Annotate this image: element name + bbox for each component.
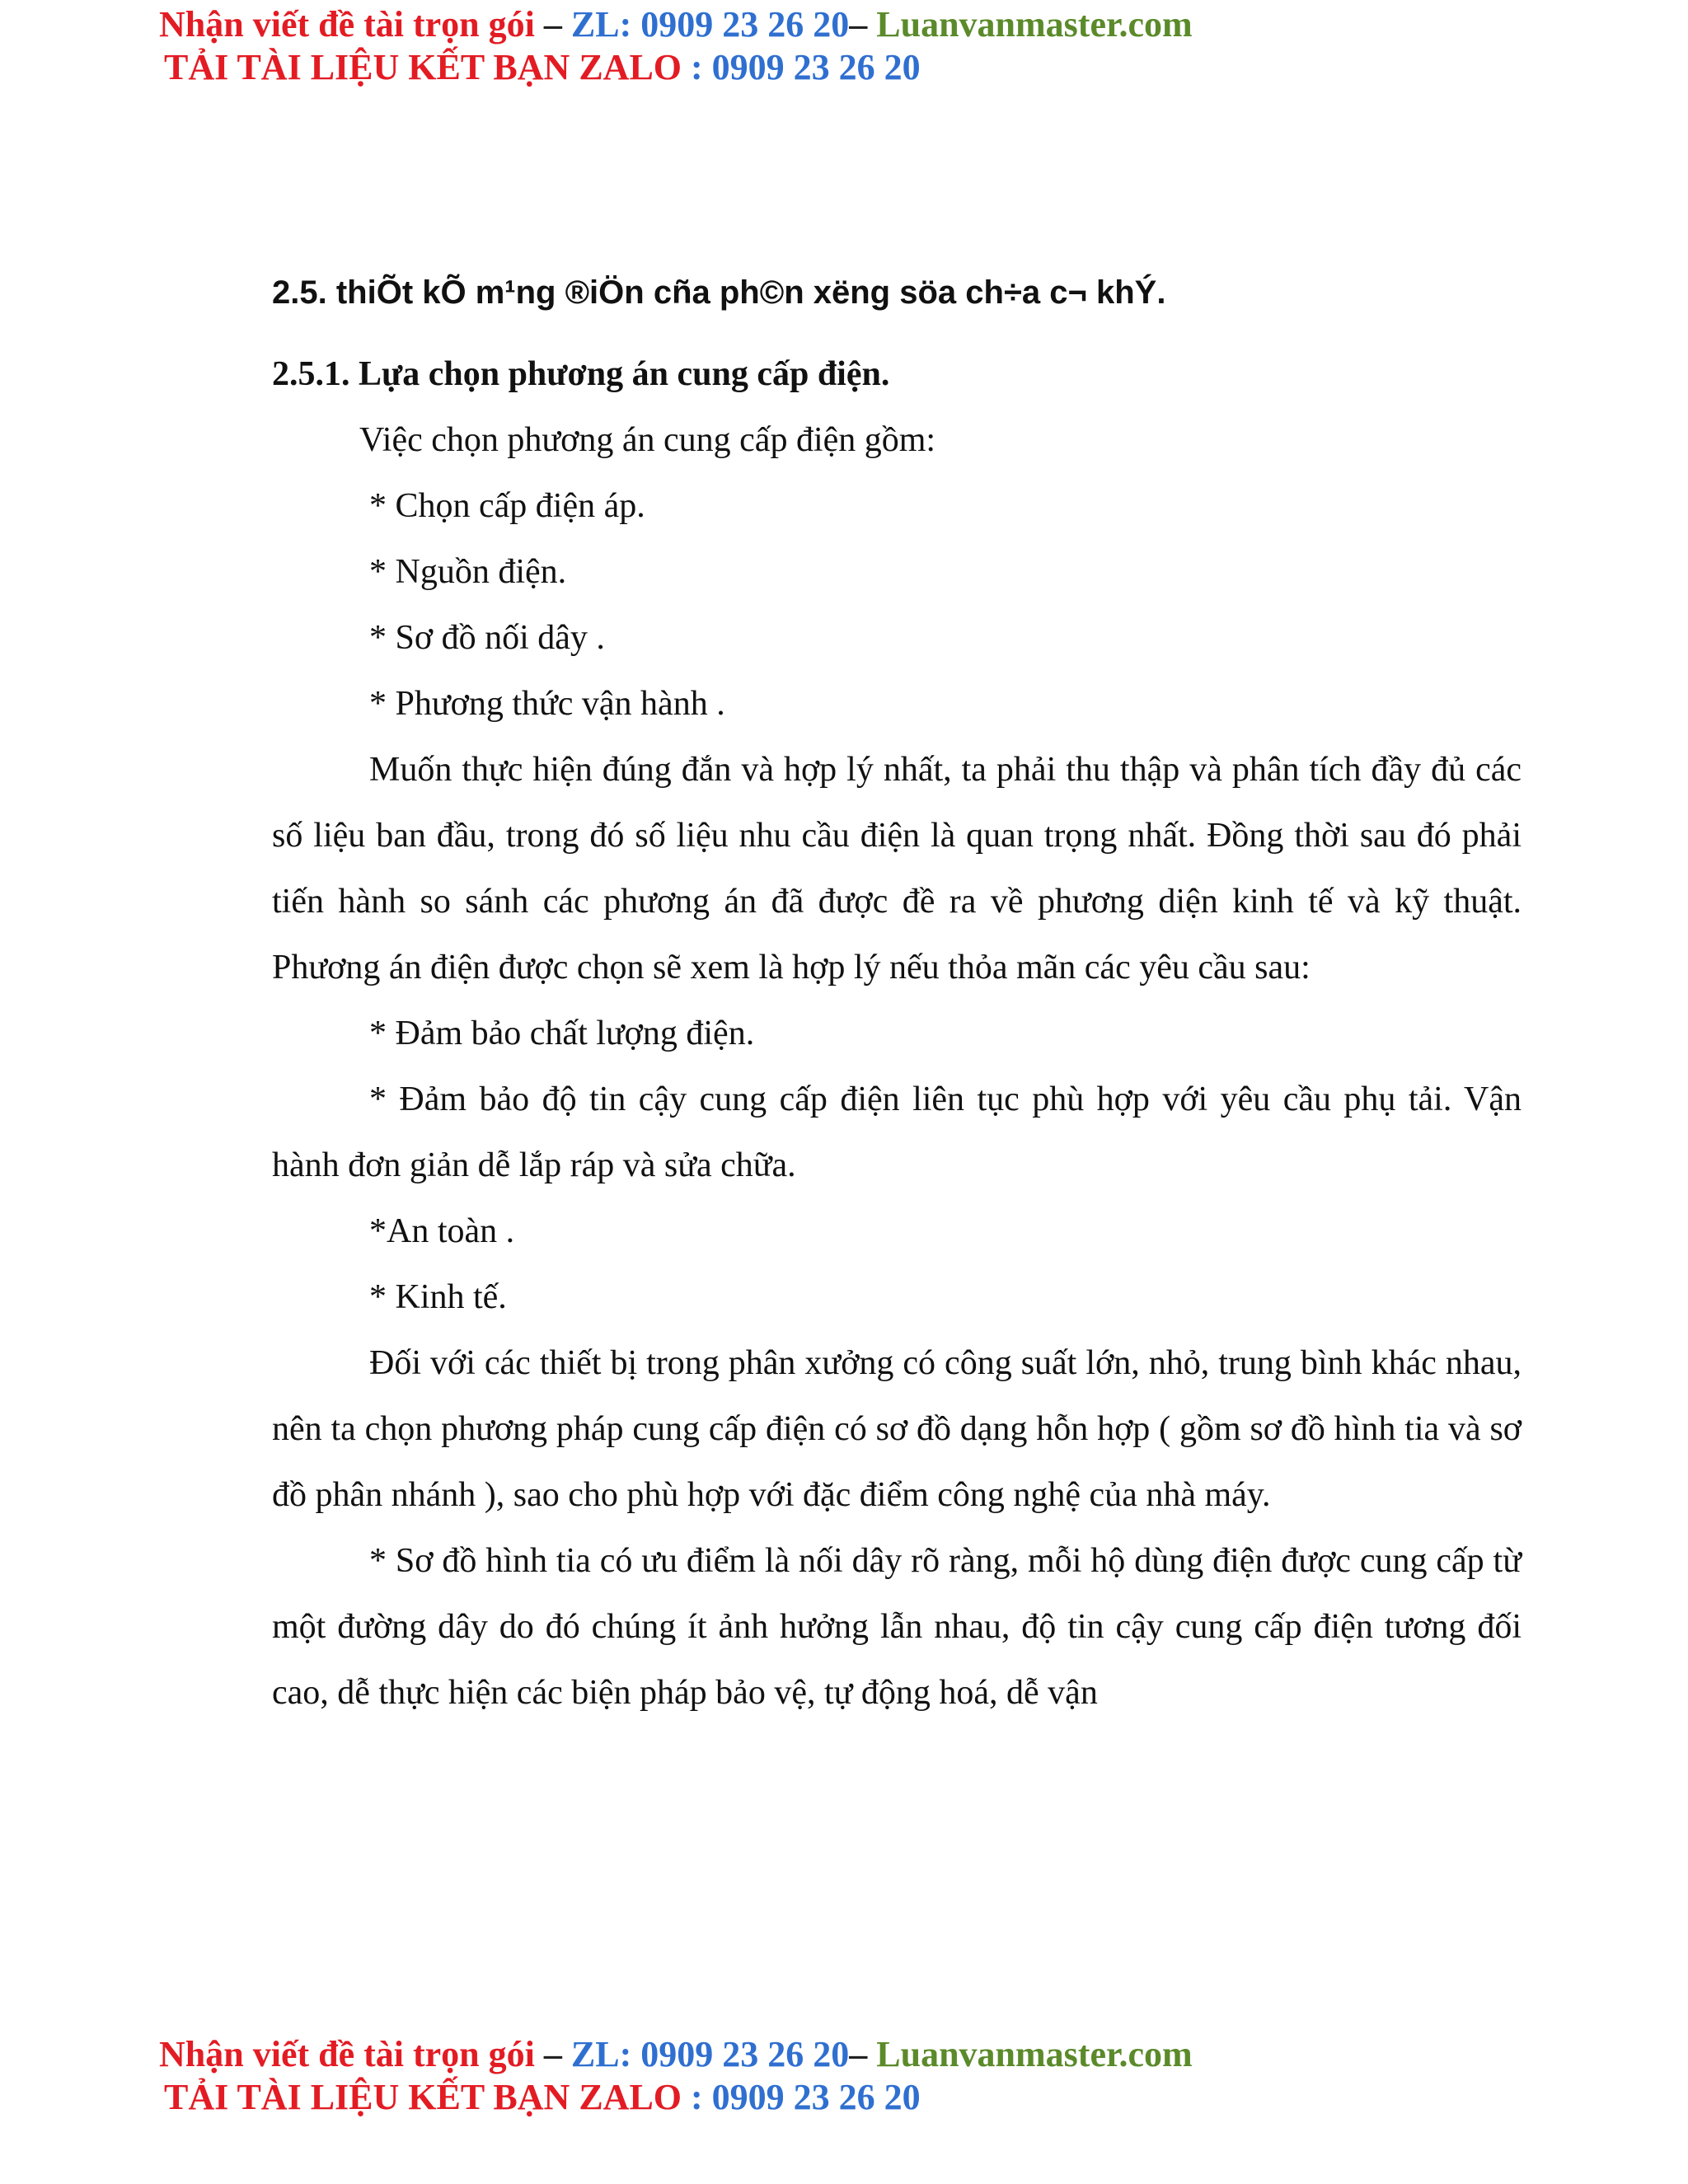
requirement-item: * Kinh tế. (369, 1278, 507, 1316)
requirement-item: * Đảm bảo chất lượng điện. (369, 1015, 755, 1052)
option-item: * Phương thức vận hành . (369, 685, 725, 723)
body-paragraph: * Sơ đồ hình tia có ưu điểm là nối dây rõ ràng, mỗi hộ dùng điện được cung cấp từ một đường dây do đó chúng ít ảnh hưởng lẫn nhau, độ tin cậy cung cấp điện tương đối cao, dễ thực hiện các biện pháp bảo vệ, tự động hoá, dễ vận (272, 1542, 1522, 1712)
banner-download-text: TẢI TÀI LIỆU KẾT BẠN ZALO (164, 47, 682, 87)
banner-separator: – (534, 4, 571, 45)
banner-service-text: Nhận viết đề tài trọn gói (159, 4, 535, 45)
requirement-item: * Đảm bảo độ tin cậy cung cấp điện liên tục phù hợp với yêu cầu phụ tải. Vận hành đơn giản dễ lắp ráp và sửa chữa. (272, 1080, 1522, 1184)
banner-zalo-number: ZL: 0909 23 26 20 (570, 4, 850, 45)
footer-banner (159, 2033, 1193, 2119)
body-paragraph: Muốn thực hiện đúng đắn và hợp lý nhất, ta phải thu thập và phân tích đầy đủ các số liệu ban đầu, trong đó số liệu nhu cầu điện là quan trọng nhất. Đồng thời sau đó phải tiến hành so sánh các phương án đã được đề ra về phương diện kinh tế và kỹ thuật. Phương án điện được chọn sẽ xem là hợp lý nếu thỏa mãn các yêu cầu sau: (272, 751, 1522, 987)
requirement-item: *An toàn . (369, 1212, 515, 1250)
header-banner (159, 3, 1193, 89)
banner-separator: – (849, 4, 877, 45)
banner-website: Luanvanmaster.com (876, 4, 1193, 45)
option-item: * Nguồn điện. (369, 553, 567, 591)
banner-zalo-number: ZL: 0909 23 26 20 (570, 2034, 850, 2074)
banner-download-text: TẢI TÀI LIỆU KẾT BẠN ZALO (164, 2077, 682, 2117)
subsection-title: 2.5.1. Lựa chọn phương án cung cấp điện. (272, 355, 890, 393)
document-body (272, 272, 1522, 1726)
section-title: 2.5. thiÕt kÕ m¹ng ®iÖn cña ph©n xëng söa ch÷a c¬ khÝ. (272, 274, 1166, 311)
banner-download-number: : 0909 23 26 20 (682, 2077, 921, 2117)
option-item: * Chọn cấp điện áp. (369, 487, 645, 525)
banner-separator: – (849, 2034, 877, 2074)
option-item: * Sơ đồ nối dây . (369, 619, 605, 657)
banner-separator: – (534, 2034, 571, 2074)
intro-paragraph: Việc chọn phương án cung cấp điện gồm: (359, 421, 936, 459)
banner-website: Luanvanmaster.com (876, 2034, 1193, 2074)
banner-download-number: : 0909 23 26 20 (682, 47, 921, 87)
banner-service-text: Nhận viết đề tài trọn gói (159, 2034, 535, 2074)
body-paragraph: Đối với các thiết bị trong phân xưởng có công suất lớn, nhỏ, trung bình khác nhau, nên ta chọn phương pháp cung cấp điện có sơ đồ dạng hỗn hợp ( gồm sơ đồ hình tia và sơ đồ phân nhánh ), sao cho phù hợp với đặc điểm công nghệ của nhà máy. (272, 1344, 1522, 1514)
